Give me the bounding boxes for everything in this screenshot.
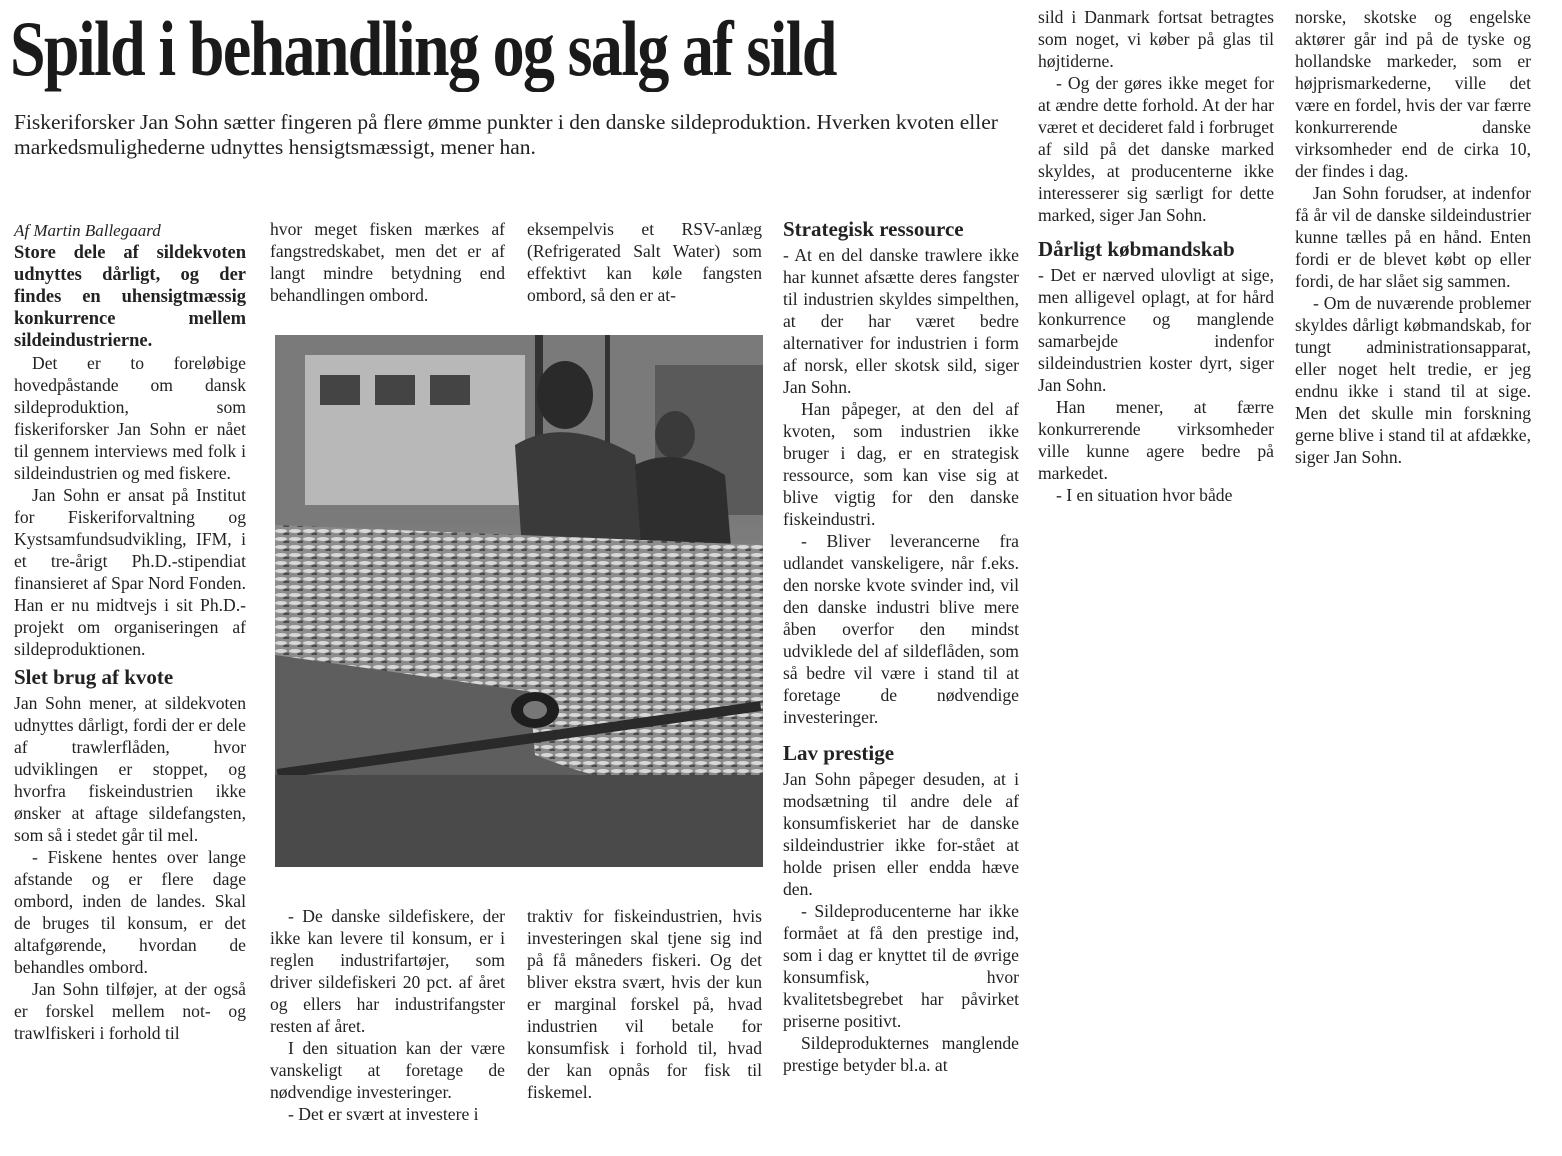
byline: Af Martin Ballegaard <box>14 221 161 240</box>
paragraph: Han påpeger, at den del af kvoten, som industrien ikke bruger i dag, er en strategisk ressource, som kan vise sig at blive vigtig for den danske fiskeindustri. <box>783 399 1019 529</box>
paragraph: sild i Danmark fortsat betragtes som noget, vi køber på glas til højtiderne. <box>1038 7 1274 71</box>
paragraph: eksempelvis et RSV-anlæg (Refrigerated Salt Water) som effektivt kan køle fangsten ombord, så den er at- <box>527 219 762 305</box>
paragraph: Jan Sohn tilføjer, at der også er forskel mellem not- og trawlfiskeri i forhold til <box>14 979 246 1043</box>
paragraph: - I en situation hvor både <box>1056 485 1233 505</box>
subheading-slet-brug: Slet brug af kvote <box>14 665 174 689</box>
paragraph: - Sildeproducenterne har ikke formået at få den prestige ind, som i dag er knyttet til de øvrige konsumfisk, hvor kvalitetsbegrebet har påvirket priserne positivt. <box>783 901 1019 1031</box>
column-4 <box>783 216 1019 1076</box>
paragraph: norske, skotske og engelske aktører går ind på de tyske og hollandske markeder, som er højprismarkederne, ville det være en fordel, hvis der var færre konkurrerende danske virksomheder end de cirka 10, der findes i dag. <box>1295 7 1531 181</box>
column-3-bottom <box>527 905 762 1103</box>
paragraph: - Og der gøres ikke meget for at ændre dette forhold. At der har været et decideret fald i forbruget af sild på det danske marked skyldes, at producenterne ikke interesserer sig særligt for dette marked, siger Jan Sohn. <box>1038 73 1274 225</box>
subheading-strategisk-ressource: Strategisk ressource <box>783 217 964 241</box>
paragraph: Han mener, at færre konkurrerende virksomheder ville kunne agere bedre på markedet. <box>1038 397 1274 483</box>
subheading-lav-prestige: Lav prestige <box>783 741 895 765</box>
lead-paragraph: Fiskeriforsker Jan Sohn sætter fingeren på flere ømme punkter i den danske sildeproduktion. Hverken kvoten eller markedsmulighederne udnyttes hensigtsmæssigt, mener han. <box>14 110 998 159</box>
paragraph: hvor meget fisken mærkes af fangstredskabet, men det er af langt mindre betydning end behandlingen ombord. <box>270 219 505 305</box>
headline: Spild i behandling og salg af sild <box>10 5 836 92</box>
paragraph: - Fiskene hentes over lange afstande og er flere dage ombord, inden de landes. Skal de bruges til konsum, er det altafgørende, hvordan de behandles ombord. <box>14 847 246 977</box>
paragraph: I den situation kan der være vanskeligt at foretage de nødvendige investeringer. <box>270 1038 505 1102</box>
paragraph: - Bliver leverancerne fra udlandet vanskeligere, når f.eks. den norske kvote svinder ind, vil den danske industri blive mere åben overfor den mindst udviklede del af sildeflåden, som så bedre vil være i stand til at foretage de nødvendige investeringer. <box>783 531 1019 727</box>
column-2-bottom <box>270 905 505 1125</box>
paragraph: - At en del danske trawlere ikke har kunnet afsætte deres fangster til industrien skyldes simpelthen, at der har været bedre alternativer for industrien i form af norsk, eller skotsk sild, siger Jan Sohn. <box>783 245 1019 397</box>
paragraph: Jan Sohn mener, at sildekvoten udnyttes dårligt, fordi der er dele af trawlerflåden, hvor udviklingen er stoppet, og hvorfra fiskeindustrien ikke ønsker at aftage sildefangsten, som så i stedet går til mel. <box>14 693 246 845</box>
paragraph: Sildeprodukternes manglende prestige betyder bl.a. at <box>783 1033 1019 1075</box>
subheading-daarligt-koebmandskab: Dårligt købmandskab <box>1038 237 1235 261</box>
paragraph: Det er to foreløbige hovedpåstande om dansk sildeproduktion, som fiskeriforsker Jan Sohn er nået til gennem interviews med folk i sildeindustrien og med fiskere. <box>14 353 246 483</box>
column-3-top <box>527 218 762 306</box>
intro-text: Store dele af sildekvoten udnyttes dårligt, og der findes en uhensigtmæssig konkurrence mellem sildeindustrierne. <box>14 243 246 351</box>
paragraph: - Det er nærved ulovligt at sige, men alligevel oplagt, at for hård konkurrence og manglende samarbejde indenfor sildeindustrien koster dyrt, siger Jan Sohn. <box>1038 265 1274 395</box>
fish-processing-photo <box>275 335 763 867</box>
paragraph: - De danske sildefiskere, der ikke kan levere til konsum, er i reglen industrifartøjer, som driver sildefiskeri 20 pct. af året og ellers har industrifangster resten af året. <box>270 906 505 1036</box>
column-6 <box>1295 6 1531 468</box>
paragraph: Jan Sohn forudser, at indenfor få år vil de danske sildeindustrier kunne tælles på en hånd. Enten fordi er de blevet købt op eller fordi, de har slået sig sammen. <box>1295 183 1531 291</box>
column-1 <box>14 220 246 1044</box>
column-5 <box>1038 6 1274 506</box>
paragraph: traktiv for fiskeindustrien, hvis investeringen skal tjene sig ind på få måneders fiskeri. Og det bliver ekstra svært, hvis der kun er marginal forskel på, hvad industrien vil betale for konsumfisk i forhold til, hvad der kan opnås for fisk til fiskemel. <box>527 906 762 1102</box>
column-2-top <box>270 218 505 306</box>
paragraph: - Om de nuværende problemer skyldes dårligt købmandskab, for tungt administrationsapparat, eller noget helt tredie, er jeg endnu ikke i stand til at sige. Men det skulle min forskning gerne blive i stand til at afdække, siger Jan Sohn. <box>1295 293 1531 467</box>
paragraph: Jan Sohn påpeger desuden, at i modsætning til andre dele af konsumfiskeriet har de danske sildeindustrier ikke for-stået at holde prisen eller endda hæve den. <box>783 769 1019 899</box>
paragraph: Jan Sohn er ansat på Institut for Fiskeriforvaltning og Kystsamfundsudvikling, IFM, i et tre-årigt Ph.D.-stipendiat finansieret af Spar Nord Fonden. Han er nu midtvejs i sit Ph.D.-projekt om organiseringen af sildeproduktionen. <box>14 485 246 659</box>
paragraph: - Det er svært at investere i <box>288 1104 479 1124</box>
